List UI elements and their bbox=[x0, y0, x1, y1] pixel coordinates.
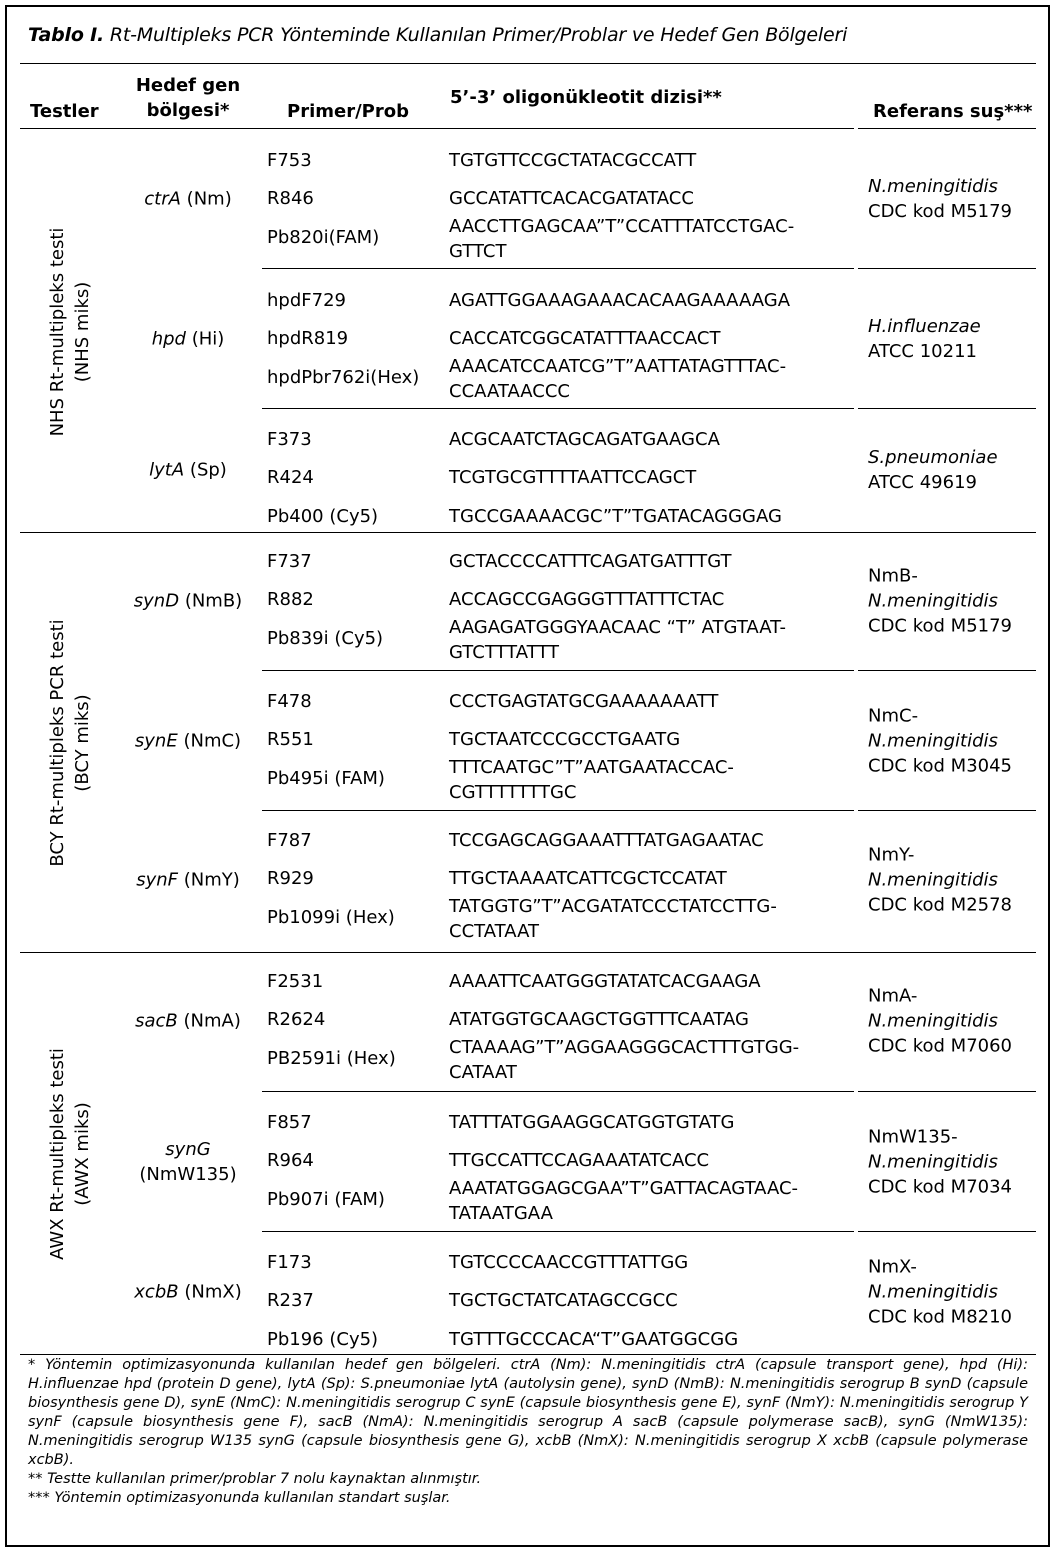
reference-code: ATCC 49619 bbox=[868, 471, 977, 493]
table-label: Tablo I. bbox=[28, 24, 104, 46]
sequence-line: TGCTGCTATCATAGCCGCC bbox=[449, 1290, 678, 1311]
sequence-line: AAACATCCAATCG”T”AATTATAGTTTAC- bbox=[449, 356, 787, 377]
gene-label bbox=[122, 327, 254, 352]
test-mix: (AWX miks) bbox=[72, 1101, 93, 1206]
reference-group-rule bbox=[858, 1091, 1036, 1092]
reference-group-rule bbox=[858, 1231, 1036, 1232]
header-reference: Referans suş*** bbox=[873, 101, 1033, 122]
reference-species: S.pneumoniae bbox=[868, 446, 998, 468]
primer-sequence bbox=[449, 828, 764, 853]
primer-sequence bbox=[449, 615, 786, 665]
reference-species: N.meningitidis bbox=[868, 869, 998, 891]
reference-prefix: NmB- bbox=[868, 565, 918, 586]
primer-name: R964 bbox=[267, 1150, 314, 1171]
sequence-line: CACCATCGGCATATTTAACCACT bbox=[449, 328, 721, 349]
sequence-line: CTAAAAG”T”AGGAAGGGCACTTTGTGG- bbox=[449, 1037, 800, 1058]
reference-prefix: NmW135- bbox=[868, 1126, 958, 1147]
primer-name: R929 bbox=[267, 868, 314, 889]
gene-group-rule bbox=[262, 1091, 854, 1092]
primer-sequence bbox=[449, 1148, 709, 1173]
header-target-line2: bölgesi* bbox=[146, 100, 230, 121]
sequence-line: AACCTTGAGCAA”T”CCATTTATCCTGAC- bbox=[449, 216, 795, 237]
test-name: NHS Rt-multipleks testi bbox=[47, 227, 68, 437]
primer-sequence bbox=[449, 1035, 799, 1085]
footnote-3: *** Yöntemin optimizasyonunda kullanılan standart suşlar. bbox=[28, 1490, 451, 1506]
gene-group-rule bbox=[262, 810, 854, 811]
test-mix: (NHS miks) bbox=[72, 281, 93, 383]
sequence-line: TGTTTGCCCACA“T”GAATGGCGG bbox=[449, 1329, 739, 1350]
reference-code: CDC kod M7060 bbox=[868, 1035, 1012, 1057]
gene-name: hpd bbox=[151, 328, 186, 350]
test-label bbox=[45, 228, 95, 437]
primer-sequence bbox=[449, 1007, 749, 1032]
test-label bbox=[45, 619, 95, 866]
reference-group-rule bbox=[858, 268, 1036, 269]
primer-name: Pb400 (Cy5) bbox=[267, 506, 379, 527]
reference-code: ATCC 10211 bbox=[868, 341, 977, 362]
reference-code: CDC kod M3045 bbox=[868, 755, 1012, 776]
gene-group-rule bbox=[262, 408, 854, 409]
reference-strain bbox=[868, 843, 1012, 918]
primer-sequence bbox=[449, 689, 718, 714]
reference-code: CDC kod M2578 bbox=[868, 894, 1012, 916]
sequence-line: GCTACCCCATTTCAGATGATTTGT bbox=[449, 551, 732, 572]
primer-name: Pb907i (FAM) bbox=[267, 1189, 385, 1210]
reference-species: N.meningitidis bbox=[868, 730, 998, 751]
gene-code: (NmW135) bbox=[139, 1163, 237, 1185]
table-title bbox=[28, 24, 847, 46]
footnote-2: ** Testte kullanılan primer/problar 7 nolu kaynaktan alınmıştır. bbox=[28, 1471, 482, 1487]
test-label bbox=[45, 1048, 95, 1260]
gene-group-rule bbox=[262, 670, 854, 671]
primer-sequence bbox=[449, 549, 732, 574]
primer-name: R551 bbox=[267, 729, 314, 750]
reference-code: CDC kod M5179 bbox=[868, 615, 1012, 636]
primer-sequence bbox=[449, 354, 786, 404]
header-primer: Primer/Prob bbox=[287, 101, 409, 122]
reference-strain bbox=[868, 445, 998, 495]
gene-code: (Sp) bbox=[189, 459, 227, 480]
sequence-line: TGCTAATCCCGCCTGAATG bbox=[449, 729, 681, 750]
primer-sequence bbox=[449, 1288, 678, 1313]
gene-code: (Nm) bbox=[186, 188, 232, 210]
primer-sequence bbox=[449, 148, 696, 173]
primer-name: F173 bbox=[267, 1252, 312, 1273]
primer-sequence bbox=[449, 186, 694, 211]
test-group-rule bbox=[20, 1354, 1036, 1355]
reference-strain bbox=[868, 314, 981, 364]
sequence-line: TTGCCATTCCAGAAATATCACC bbox=[449, 1150, 710, 1171]
sequence-line-continued: CCAATAACCC bbox=[449, 381, 570, 402]
primer-sequence bbox=[449, 755, 734, 805]
reference-code: CDC kod M5179 bbox=[868, 201, 1012, 222]
sequence-line: TGTGTTCCGCTATACGCCATT bbox=[449, 150, 697, 171]
reference-species: N.meningitidis bbox=[868, 176, 998, 197]
header-target bbox=[122, 73, 254, 123]
primer-name: R2624 bbox=[267, 1009, 326, 1030]
gene-name: ctrA bbox=[144, 188, 181, 210]
header-tests: Testler bbox=[30, 101, 99, 122]
reference-strain bbox=[868, 174, 1012, 224]
sequence-line: TTGCTAAAATCATTCGCTCCATAT bbox=[449, 868, 727, 889]
gene-code: (NmX) bbox=[184, 1281, 242, 1303]
table-caption: Rt-Multipleks PCR Yönteminde Kullanılan Primer/Problar ve Hedef Gen Bölgeleri bbox=[109, 24, 848, 46]
reference-strain bbox=[868, 984, 1012, 1059]
primer-name: PB2591i (Hex) bbox=[267, 1048, 396, 1069]
primer-name: hpdPbr762i(Hex) bbox=[267, 367, 420, 388]
sequence-line: TCCGAGCAGGAAATTTATGAGAATAC bbox=[449, 830, 764, 851]
gene-label bbox=[122, 588, 254, 613]
reference-species: N.meningitidis bbox=[868, 590, 998, 611]
gene-group-rule bbox=[262, 1231, 854, 1232]
sequence-line-continued: CCTATAAT bbox=[449, 921, 539, 942]
gene-code: (NmB) bbox=[184, 590, 243, 611]
sequence-line: AAGAGATGGGYAACAAC “T” ATGTAAT- bbox=[449, 617, 786, 638]
primer-name: F787 bbox=[267, 830, 312, 851]
sequence-line-continued: CGTTTTTTTGC bbox=[449, 782, 577, 803]
reference-strain bbox=[868, 1124, 1012, 1199]
primer-sequence bbox=[449, 969, 761, 994]
reference-strain bbox=[868, 703, 1012, 778]
primer-sequence bbox=[449, 288, 790, 313]
gene-name: xcbB bbox=[134, 1281, 179, 1303]
primer-name: Pb196 (Cy5) bbox=[267, 1329, 379, 1350]
gene-name: synF bbox=[136, 869, 178, 891]
primer-sequence bbox=[449, 727, 680, 752]
primer-sequence bbox=[449, 1110, 734, 1135]
gene-code: (NmC) bbox=[183, 730, 242, 751]
primer-name: R846 bbox=[267, 188, 314, 209]
gene-group-rule bbox=[262, 268, 854, 269]
sequence-line: TCGTGCGTTTTAATTCCAGCT bbox=[449, 467, 697, 488]
primer-name: Pb495i (FAM) bbox=[267, 768, 385, 789]
reference-species: H.influenzae bbox=[868, 316, 981, 337]
test-name: AWX Rt-multipleks testi bbox=[47, 1047, 68, 1260]
primer-name: F737 bbox=[267, 551, 312, 572]
header-target-line1: Hedef gen bbox=[135, 75, 241, 96]
top-rule bbox=[20, 63, 1036, 64]
primer-sequence bbox=[449, 587, 724, 612]
reference-group-rule bbox=[858, 408, 1036, 409]
sequence-line: AAAATTCAATGGGTATATCACGAAGA bbox=[449, 971, 761, 992]
sequence-line-continued: TATAATGAA bbox=[449, 1203, 553, 1224]
sequence-line: TATTTATGGAAGGCATGGTGTATG bbox=[449, 1112, 735, 1133]
primer-sequence bbox=[449, 866, 727, 891]
sequence-line: AGATTGGAAAGAAACACAAGAAAAAGA bbox=[449, 290, 791, 311]
primer-sequence bbox=[449, 214, 794, 264]
sequence-line-continued: GTTCT bbox=[449, 241, 507, 262]
reference-strain bbox=[868, 563, 1012, 638]
primer-name: Pb820i(FAM) bbox=[267, 227, 380, 248]
gene-label bbox=[122, 1009, 254, 1034]
reference-prefix: NmC- bbox=[868, 705, 919, 726]
primer-name: F478 bbox=[267, 691, 312, 712]
header-sequence: 5’-3’ oligonükleotit dizisi** bbox=[450, 87, 722, 108]
reference-code: CDC kod M7034 bbox=[868, 1176, 1012, 1197]
gene-name: synD bbox=[133, 590, 180, 611]
reference-code: CDC kod M8210 bbox=[868, 1306, 1012, 1328]
gene-label bbox=[122, 1280, 254, 1305]
primer-name: F373 bbox=[267, 429, 312, 450]
primer-sequence bbox=[449, 894, 777, 944]
sequence-line: ACGCAATCTAGCAGATGAAGCA bbox=[449, 429, 720, 450]
gene-label bbox=[122, 457, 254, 482]
gene-label bbox=[122, 728, 254, 753]
reference-species: N.meningitidis bbox=[868, 1281, 998, 1303]
sequence-line: ATATGGTGCAAGCTGGTTTCAATAG bbox=[449, 1009, 749, 1030]
sequence-line-continued: CATAAT bbox=[449, 1062, 517, 1083]
gene-label bbox=[122, 868, 254, 893]
header-rule-left bbox=[20, 128, 854, 129]
gene-name: sacB bbox=[135, 1010, 178, 1032]
gene-name: synG bbox=[165, 1138, 211, 1160]
reference-prefix: NmA- bbox=[868, 985, 918, 1007]
primer-sequence bbox=[449, 1250, 688, 1275]
primer-sequence bbox=[449, 465, 696, 490]
primer-name: R882 bbox=[267, 589, 314, 610]
primer-name: Pb839i (Cy5) bbox=[267, 628, 384, 649]
sequence-line: TGCCGAAAACGC”T”TGATACAGGGAG bbox=[449, 506, 782, 527]
sequence-line: TTTCAATGC”T”AATGAATACCAC- bbox=[449, 757, 734, 778]
gene-name: lytA bbox=[149, 459, 185, 480]
primer-sequence bbox=[449, 1327, 738, 1352]
sequence-line-continued: GTCTTTATTT bbox=[449, 642, 560, 663]
footnotes bbox=[28, 1356, 1028, 1508]
gene-name: synE bbox=[134, 730, 178, 751]
reference-group-rule bbox=[858, 670, 1036, 671]
primer-sequence bbox=[449, 326, 721, 351]
primer-name: Pb1099i (Hex) bbox=[267, 907, 395, 928]
test-group-rule bbox=[20, 532, 1036, 533]
primer-name: hpdF729 bbox=[267, 290, 346, 311]
gene-code: (Hi) bbox=[191, 328, 225, 350]
primer-name: F2531 bbox=[267, 971, 324, 992]
sequence-line: ACCAGCCGAGGGTTTATTTCTAC bbox=[449, 589, 725, 610]
primer-name: R237 bbox=[267, 1290, 314, 1311]
primer-name: F753 bbox=[267, 150, 312, 171]
header-rule-right bbox=[858, 128, 1036, 129]
gene-label bbox=[122, 1137, 254, 1187]
reference-prefix: NmX- bbox=[868, 1256, 917, 1278]
test-name: BCY Rt-multipleks PCR testi bbox=[47, 618, 68, 867]
test-group-rule bbox=[20, 952, 1036, 953]
sequence-line: CCCTGAGTATGCGAAAAAAATT bbox=[449, 691, 719, 712]
sequence-line: TGTCCCCAACCGTTTATTGG bbox=[449, 1252, 689, 1273]
primer-sequence bbox=[449, 427, 720, 452]
primer-name: R424 bbox=[267, 467, 314, 488]
gene-label bbox=[122, 187, 254, 212]
primer-sequence bbox=[449, 504, 782, 529]
sequence-line: TATGGTG”T”ACGATATCCCTATCCTTG- bbox=[449, 896, 777, 917]
reference-species: N.meningitidis bbox=[868, 1010, 998, 1032]
primer-name: hpdR819 bbox=[267, 328, 349, 349]
footnote-1: * Yöntemin optimizasyonunda kullanılan hedef gen bölgeleri. ctrA (Nm): N.meningitidis ctrA (capsule transport gene), hpd (Hi): H.influenzae hpd (protein D gene), lytA (Sp): S.pneumoniae lytA (autolysin gene), synD (NmB): N.meningitidis serogrup B synD (capsule biosynthesis gene D), synE (NmC): N.meningitidis serogrup C synE (capsule biosynthesis gene E), synF (NmY): N.meningitidis serogrup Y synF (capsule biosynthesis gene F), sacB (NmA): N.meningitidis serogrup A sacB (capsule polymerase sacB), synG (NmW135): N.meningitidis serogrup W135 synG (capsule biosynthesis gene G), xcbB (NmX): N.meningitidis serogrup X xcbB (capsule polymerase xcbB). bbox=[28, 1357, 1028, 1468]
gene-code: (NmY) bbox=[183, 869, 240, 891]
sequence-line: AAATATGGAGCGAA”T”GATTACAGTAAC- bbox=[449, 1178, 799, 1199]
reference-group-rule bbox=[858, 810, 1036, 811]
sequence-line: GCCATATTCACACGATATACC bbox=[449, 188, 694, 209]
test-mix: (BCY miks) bbox=[72, 693, 93, 792]
primer-sequence bbox=[449, 1176, 798, 1226]
reference-strain bbox=[868, 1255, 1012, 1330]
reference-prefix: NmY- bbox=[868, 844, 915, 866]
reference-species: N.meningitidis bbox=[868, 1151, 998, 1172]
primer-name: F857 bbox=[267, 1112, 312, 1133]
gene-code: (NmA) bbox=[183, 1010, 241, 1032]
